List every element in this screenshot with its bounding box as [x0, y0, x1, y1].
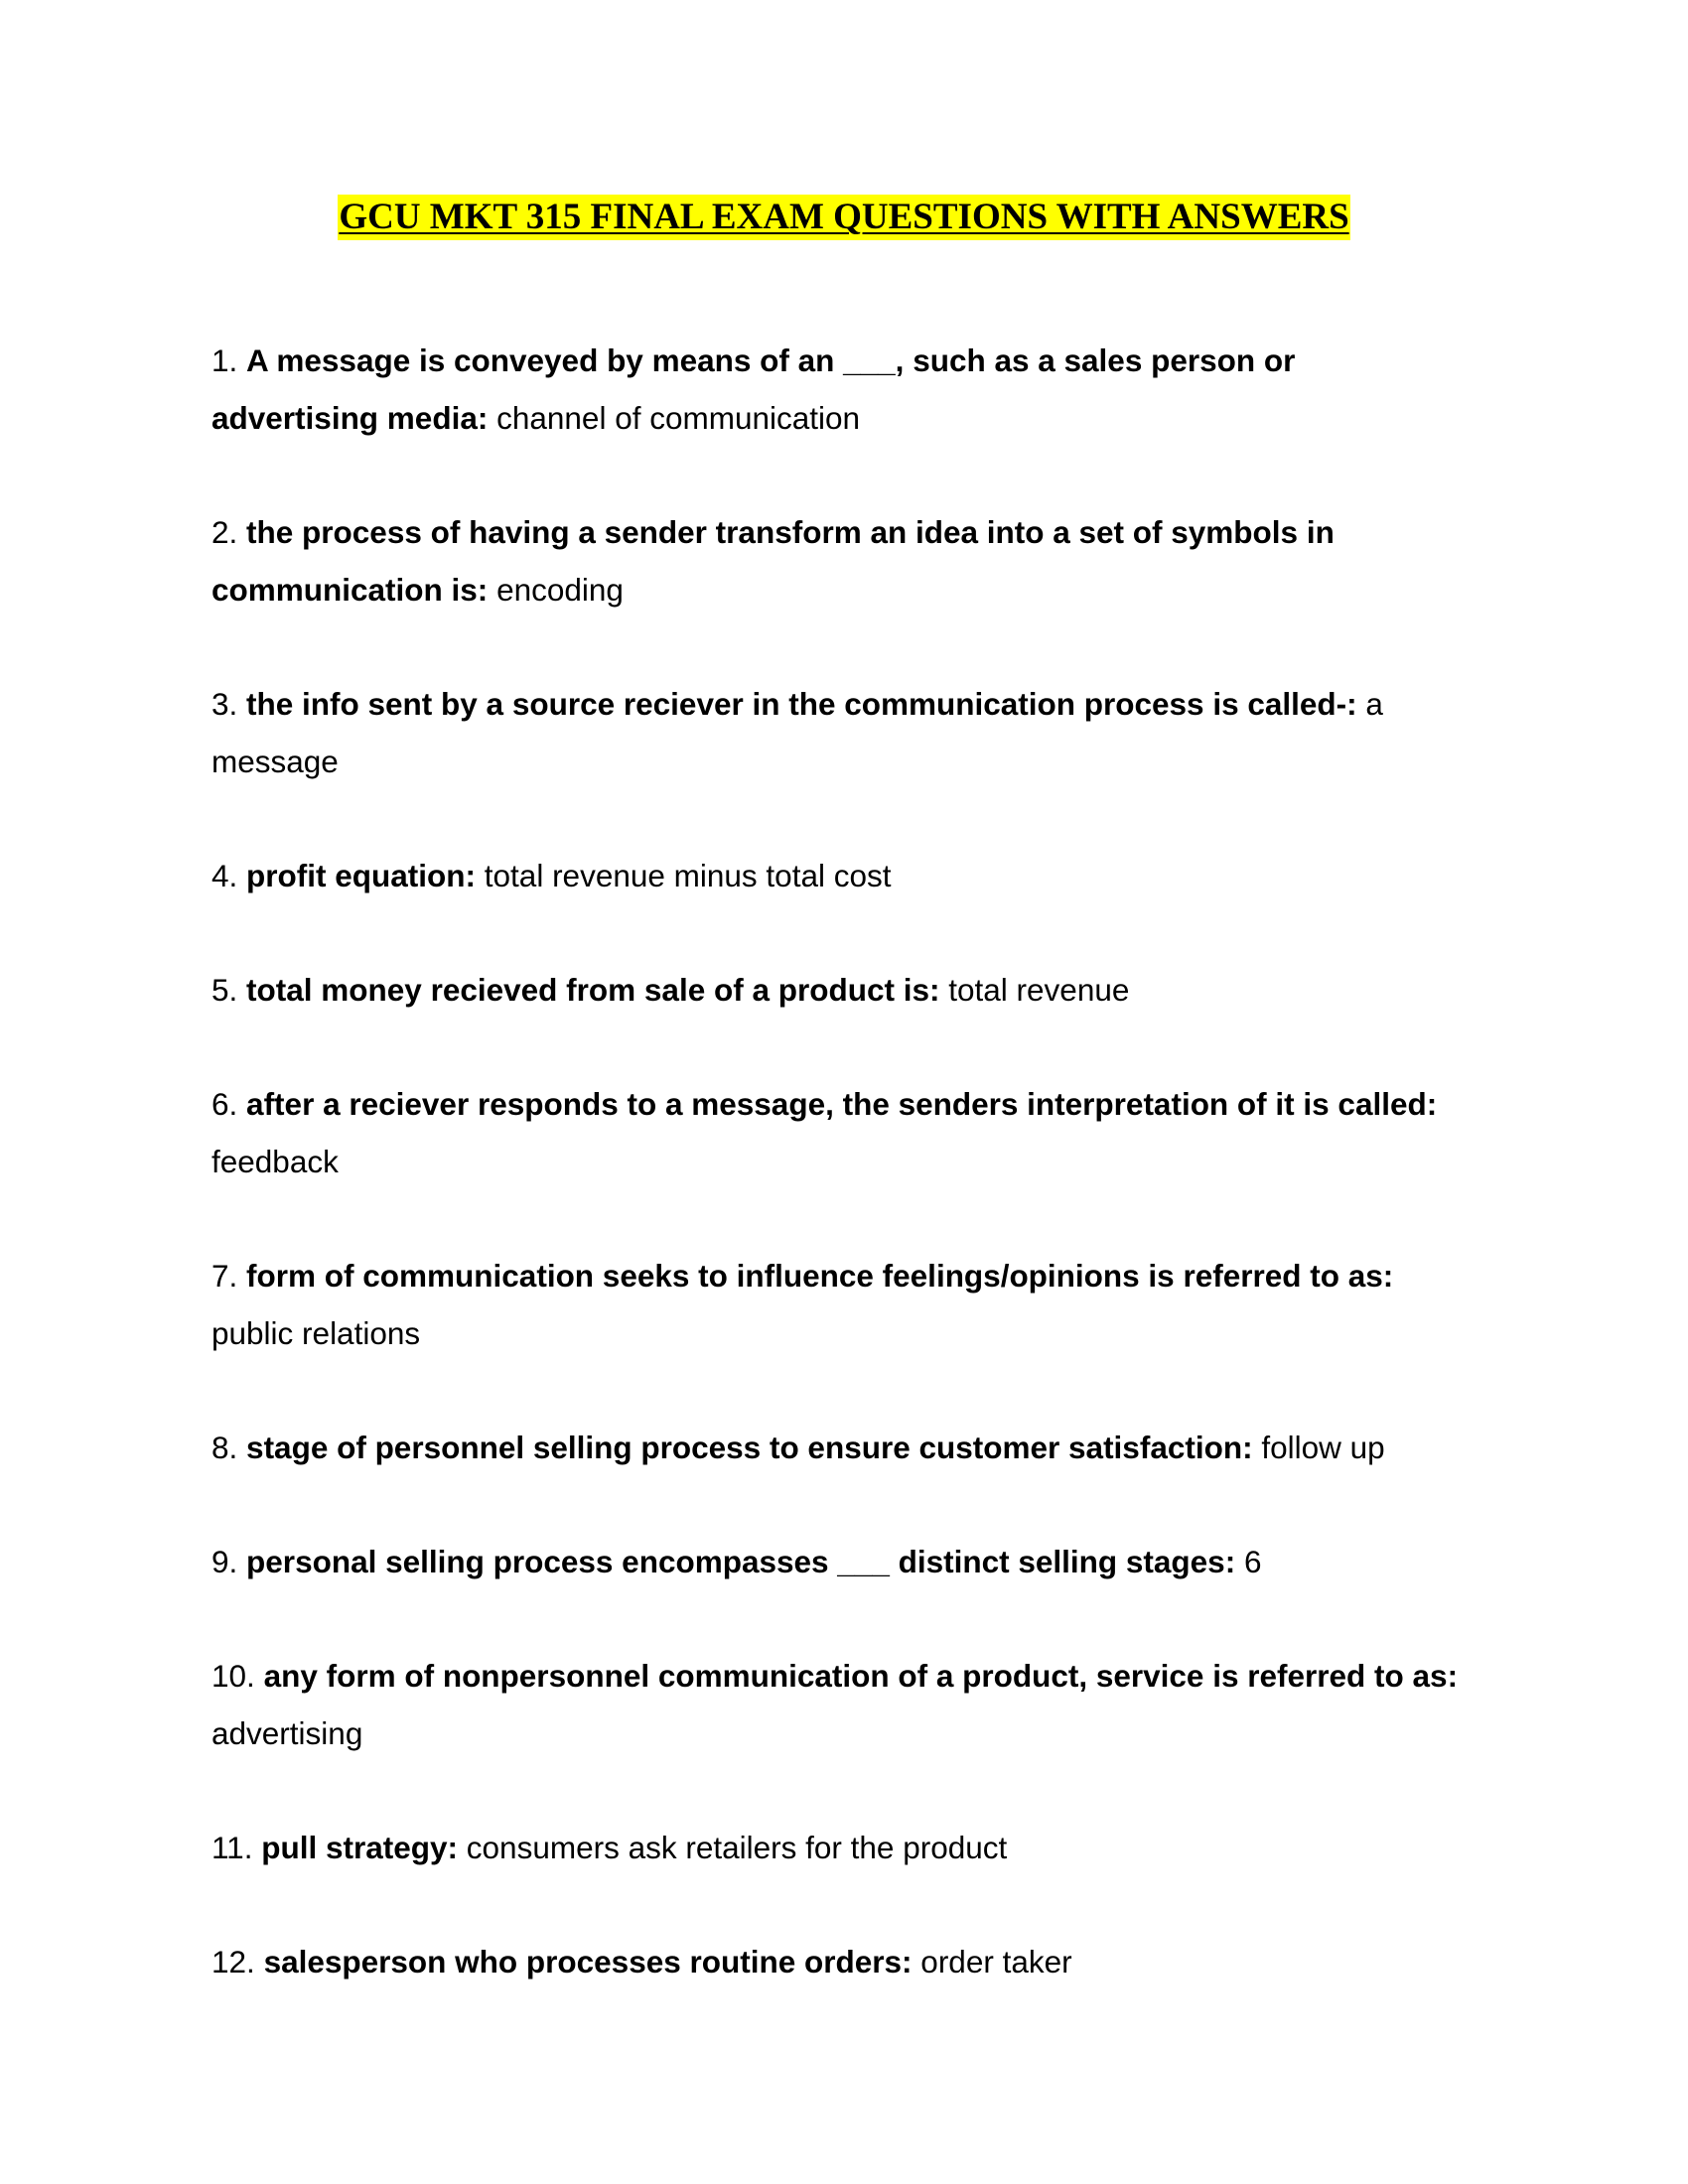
answer-text: public relations — [211, 1315, 421, 1351]
question-number: 2. — [211, 514, 238, 550]
question-text: the info sent by a source reciever in the communication process is called-: — [246, 686, 1357, 722]
answer-text: a message — [211, 686, 1383, 779]
question-text: the process of having a sender transform an idea into a set of symbols in communication is: — [211, 514, 1335, 608]
question-number: 6. — [211, 1086, 238, 1122]
answer-text: order taker — [920, 1944, 1072, 1979]
question-item-2 — [211, 503, 1463, 618]
question-item-6 — [211, 1075, 1463, 1190]
question-text: personal selling process encompasses ___ distinct selling stages: — [246, 1544, 1236, 1579]
question-number: 9. — [211, 1544, 238, 1579]
answer-text: 6 — [1243, 1544, 1262, 1579]
answer-text: channel of communication — [496, 400, 861, 436]
question-item-7 — [211, 1247, 1463, 1362]
question-text: profit equation: — [246, 858, 477, 893]
question-number: 7. — [211, 1258, 238, 1294]
question-number: 4. — [211, 858, 238, 893]
answer-text: advertising — [211, 1715, 363, 1751]
question-item-10 — [211, 1647, 1463, 1762]
question-number: 1. — [211, 342, 238, 378]
question-number: 8. — [211, 1430, 238, 1465]
question-item-1 — [211, 332, 1463, 447]
question-text: A message is conveyed by means of an ___, such as a sales person or advertising media: — [211, 342, 1296, 436]
question-number: 10. — [211, 1658, 255, 1694]
page-title: GCU MKT 315 FINAL EXAM QUESTIONS WITH ANSWERS — [338, 195, 1349, 240]
question-text: any form of nonpersonnel communication of a product, service is referred to as: — [263, 1658, 1459, 1694]
answer-text: consumers ask retailers for the product — [466, 1830, 1008, 1865]
answer-text: feedback — [211, 1144, 339, 1179]
question-item-5 — [211, 961, 1463, 1019]
question-item-8 — [211, 1419, 1463, 1476]
question-item-4 — [211, 847, 1463, 904]
question-number: 3. — [211, 686, 238, 722]
answer-text: total revenue — [948, 972, 1130, 1008]
question-text: pull strategy: — [261, 1830, 459, 1865]
question-item-11 — [211, 1819, 1463, 1876]
question-number: 12. — [211, 1944, 255, 1979]
question-text: after a reciever responds to a message, the senders interpretation of it is called: — [246, 1086, 1438, 1122]
answer-text: encoding — [496, 572, 624, 608]
question-list — [211, 332, 1463, 2047]
answer-text: follow up — [1261, 1430, 1385, 1465]
question-item-3 — [211, 675, 1463, 790]
question-text: salesperson who processes routine orders: — [263, 1944, 913, 1979]
question-text: stage of personnel selling process to ensure customer satisfaction: — [246, 1430, 1253, 1465]
question-number: 5. — [211, 972, 238, 1008]
title-block — [0, 195, 1688, 240]
question-text: total money recieved from sale of a product is: — [246, 972, 940, 1008]
question-number: 11. — [211, 1830, 253, 1865]
question-text: form of communication seeks to influence feelings/opinions is referred to as: — [246, 1258, 1394, 1294]
answer-text: total revenue minus total cost — [484, 858, 892, 893]
question-item-12 — [211, 1933, 1463, 1990]
question-item-9 — [211, 1533, 1463, 1590]
